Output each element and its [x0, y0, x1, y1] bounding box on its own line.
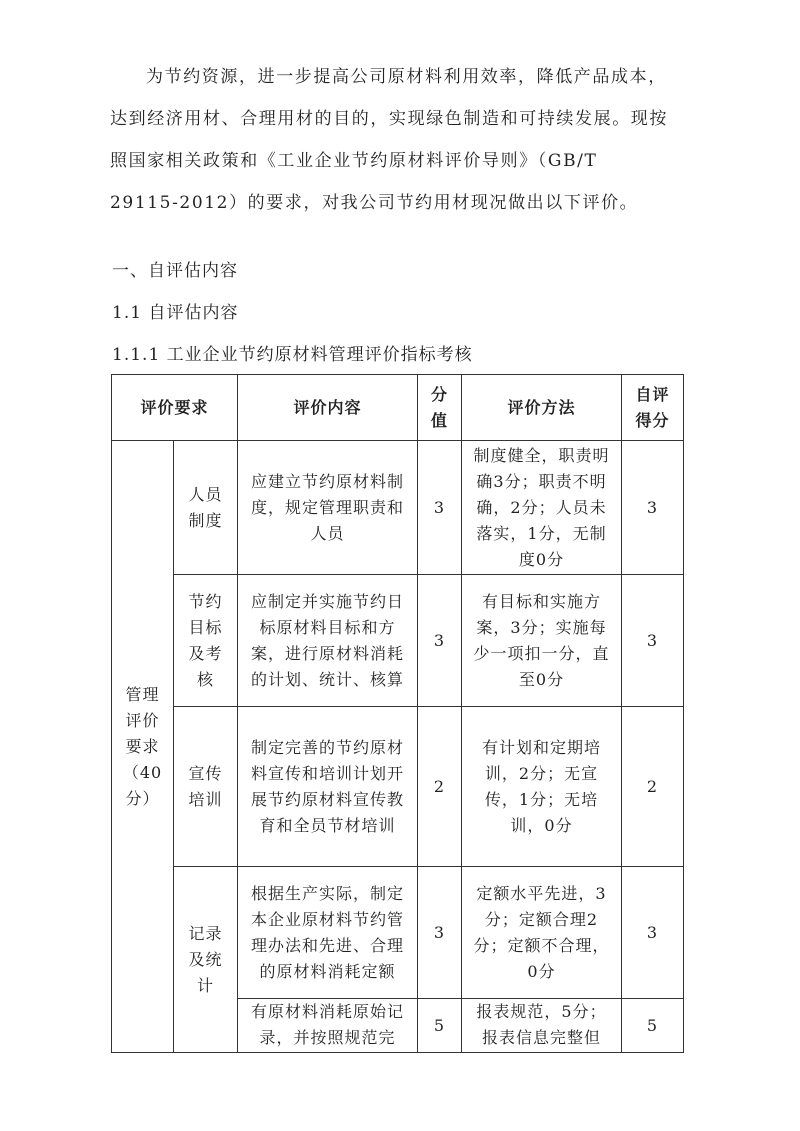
intro-line: 29115-2012）的要求，对我公司节约用材现况做出以下评价。 [110, 193, 639, 213]
intro-line: 照国家相关政策和《工业企业节约原材料评价导则》（GB/T [110, 151, 598, 171]
method-cell: 有目标和实施方案，3分；实施每少一项扣一分，直至0分 [462, 575, 622, 707]
intro-line: 为节约资源，进一步提高公司原材料利用效率，降低产品成本， [146, 67, 667, 87]
table-row [112, 441, 684, 575]
score-cell: 5 [418, 999, 462, 1053]
score-cell: 2 [418, 707, 462, 867]
content-cell: 应建立节约原材料制度，规定管理职责和人员 [238, 441, 418, 575]
content-cell: 有原材料消耗原始记录，并按照规范完 [238, 999, 418, 1053]
content-cell: 制定完善的节约原材料宣传和培训计划开展节约原材料宣传教育和全员节材培训 [238, 707, 418, 867]
table-row [112, 707, 684, 867]
content-cell: 根据生产实际，制定本企业原材料节约管理办法和先进、合理的原材料消耗定额 [238, 867, 418, 999]
table-header-row [112, 375, 684, 441]
self-score-cell: 5 [622, 999, 684, 1053]
self-score-cell: 3 [622, 441, 684, 575]
self-score-cell: 2 [622, 707, 684, 867]
sub-item-cell: 记录及统计 [174, 867, 238, 1053]
section-heading: 一、自评估内容 [112, 261, 238, 281]
header-requirement: 评价要求 [112, 375, 238, 441]
self-score-cell: 3 [622, 867, 684, 999]
intro-paragraph [110, 56, 690, 224]
method-cell: 定额水平先进，3分；定额合理2分；定额不合理，0分 [462, 867, 622, 999]
subsection-heading: 1.1 自评估内容 [112, 303, 239, 323]
category-cell: 管理评价要求（40分） [112, 441, 174, 1053]
score-cell: 3 [418, 867, 462, 999]
content-cell: 应制定并实施节约日标原材料目标和方案，进行原材料消耗的计划、统计、核算 [238, 575, 418, 707]
sub-item-cell: 节约目标及考核 [174, 575, 238, 707]
table-row [112, 867, 684, 999]
sub-item-cell: 宣传培训 [174, 707, 238, 867]
header-self-score: 自评得分 [622, 375, 684, 441]
header-score: 分值 [418, 375, 462, 441]
intro-line: 达到经济用材、合理用材的目的，实现绿色制造和可持续发展。现按 [110, 109, 668, 129]
subsubsection-heading: 1.1.1 工业企业节约原材料管理评价指标考核 [112, 345, 473, 365]
sub-item-cell: 人员制度 [174, 441, 238, 575]
evaluation-table [111, 374, 684, 1053]
header-content: 评价内容 [238, 375, 418, 441]
method-cell: 制度健全，职责明确3分；职责不明确，2分；人员未落实，1分，无制度0分 [462, 441, 622, 575]
header-method: 评价方法 [462, 375, 622, 441]
table-row [112, 575, 684, 707]
score-cell: 3 [418, 441, 462, 575]
method-cell: 报表规范，5分；报表信息完整但 [462, 999, 622, 1053]
score-cell: 3 [418, 575, 462, 707]
self-score-cell: 3 [622, 575, 684, 707]
method-cell: 有计划和定期培训，2分；无宣传，1分；无培训，0分 [462, 707, 622, 867]
